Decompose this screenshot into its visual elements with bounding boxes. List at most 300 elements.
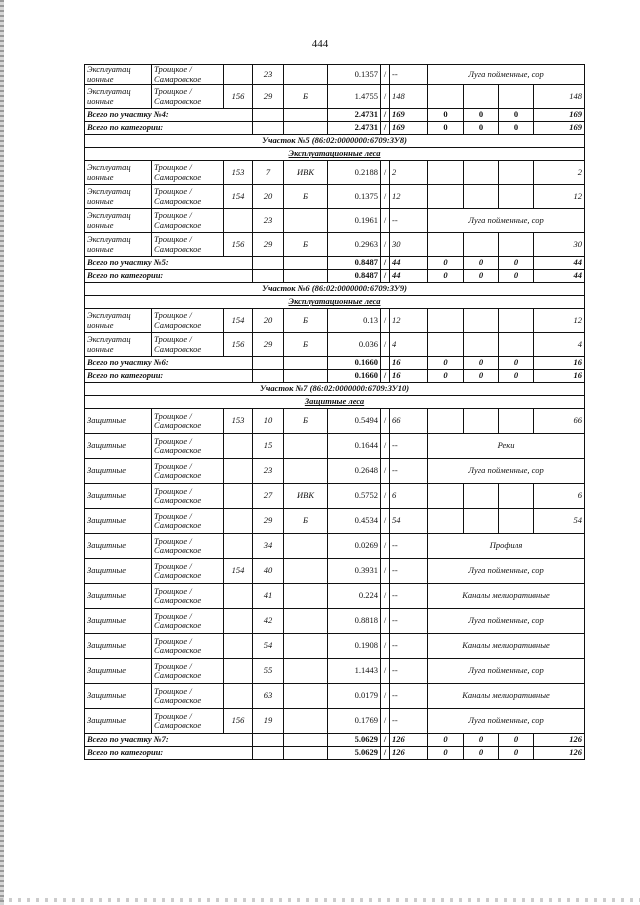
vydel-cell: 42 [253, 609, 284, 634]
total-row [85, 257, 585, 270]
stock-cell: -- [390, 584, 428, 609]
stock-cell: -- [390, 684, 428, 709]
category-cell [284, 584, 328, 609]
total-label: Всего по участку №6: [85, 357, 253, 370]
vydel-cell: 29 [253, 233, 284, 257]
total-cell: 148 [534, 85, 585, 109]
separator-cell: / [381, 161, 390, 185]
area-cell: 0.0269 [328, 534, 381, 559]
vydel-cell: 41 [253, 584, 284, 609]
area-cell: 0.1769 [328, 709, 381, 734]
stock-cell: 4 [390, 333, 428, 357]
stock-cell: 126 [390, 734, 428, 747]
value-cell: 0 [428, 109, 464, 122]
stock-cell: -- [390, 534, 428, 559]
separator-cell: / [381, 122, 390, 135]
kvartal-cell [224, 484, 253, 509]
total-cell: 4 [534, 333, 585, 357]
area-cell: 0.1660 [328, 370, 381, 383]
value-cell: 0 [428, 747, 464, 760]
separator-cell: / [381, 309, 390, 333]
total-row [85, 122, 585, 135]
separator-cell: / [381, 233, 390, 257]
area-cell: 0.1644 [328, 434, 381, 459]
separator-cell: / [381, 709, 390, 734]
empty-cell [253, 747, 284, 760]
value-cell [428, 85, 464, 109]
empty-cell [253, 109, 284, 122]
kvartal-cell: 154 [224, 185, 253, 209]
stock-cell: -- [390, 459, 428, 484]
table-row [85, 209, 585, 233]
value-cell [464, 309, 499, 333]
category-header-row [85, 396, 585, 409]
stock-cell: 44 [390, 270, 428, 283]
purpose-cell: Эксплуатац ионные [85, 309, 152, 333]
forestry-cell: Троицкое / Самаровское [152, 65, 224, 85]
kvartal-cell [224, 65, 253, 85]
area-cell: 0.3931 [328, 559, 381, 584]
table-row [85, 584, 585, 609]
category-cell: Б [284, 85, 328, 109]
total-cell: 30 [534, 233, 585, 257]
category-cell: Б [284, 409, 328, 434]
empty-cell [253, 357, 284, 370]
area-cell: 0.2648 [328, 459, 381, 484]
table-row [85, 559, 585, 584]
empty-cell [253, 270, 284, 283]
forestry-cell: Троицкое / Самаровское [152, 509, 224, 534]
table-row [85, 233, 585, 257]
total-cell: 126 [534, 734, 585, 747]
vydel-cell: 23 [253, 65, 284, 85]
stock-cell: 66 [390, 409, 428, 434]
value-cell [499, 309, 534, 333]
kvartal-cell: 153 [224, 409, 253, 434]
total-row [85, 370, 585, 383]
area-cell: 0.8487 [328, 257, 381, 270]
total-cell: 54 [534, 509, 585, 534]
forestry-cell: Троицкое / Самаровское [152, 85, 224, 109]
category-cell [284, 634, 328, 659]
total-row [85, 270, 585, 283]
purpose-cell: Эксплуатац ионные [85, 161, 152, 185]
note-cell: Луга пойменные, сор [428, 609, 585, 634]
purpose-cell: Эксплуатац ионные [85, 209, 152, 233]
value-cell [428, 233, 464, 257]
value-cell [499, 409, 534, 434]
total-label: Всего по категории: [85, 370, 253, 383]
table-row [85, 309, 585, 333]
note-cell: Луга пойменные, сор [428, 459, 585, 484]
purpose-cell: Эксплуатац ионные [85, 185, 152, 209]
purpose-cell: Защитные [85, 409, 152, 434]
total-cell: 44 [534, 257, 585, 270]
area-cell: 1.4755 [328, 85, 381, 109]
forestry-cell: Троицкое / Самаровское [152, 459, 224, 484]
stock-cell: -- [390, 634, 428, 659]
value-cell [428, 161, 464, 185]
area-cell: 0.5494 [328, 409, 381, 434]
category-cell [284, 709, 328, 734]
table-row [85, 609, 585, 634]
separator-cell: / [381, 333, 390, 357]
value-cell: 0 [499, 270, 534, 283]
category-header-row [85, 148, 585, 161]
purpose-cell: Защитные [85, 584, 152, 609]
kvartal-cell: 156 [224, 709, 253, 734]
vydel-cell: 40 [253, 559, 284, 584]
forestry-cell: Троицкое / Самаровское [152, 609, 224, 634]
stock-cell: 44 [390, 257, 428, 270]
separator-cell: / [381, 185, 390, 209]
category-cell [284, 434, 328, 459]
stock-cell: -- [390, 209, 428, 233]
value-cell [464, 185, 499, 209]
value-cell: 0 [499, 257, 534, 270]
purpose-cell: Защитные [85, 659, 152, 684]
total-row [85, 747, 585, 760]
separator-cell: / [381, 684, 390, 709]
total-cell: 169 [534, 109, 585, 122]
forestry-cell: Троицкое / Самаровское [152, 434, 224, 459]
kvartal-cell [224, 209, 253, 233]
category-cell: ИВК [284, 484, 328, 509]
separator-cell: / [381, 109, 390, 122]
value-cell: 0 [428, 370, 464, 383]
purpose-cell: Эксплуатац ионные [85, 85, 152, 109]
value-cell [499, 185, 534, 209]
separator-cell [381, 357, 390, 370]
purpose-cell: Защитные [85, 509, 152, 534]
separator-cell: / [381, 409, 390, 434]
area-cell: 0.8487 [328, 270, 381, 283]
area-cell: 0.1660 [328, 357, 381, 370]
category-cell: Б [284, 509, 328, 534]
vydel-cell: 55 [253, 659, 284, 684]
section-header-row [85, 383, 585, 396]
vydel-cell: 15 [253, 434, 284, 459]
kvartal-cell: 156 [224, 85, 253, 109]
purpose-cell: Защитные [85, 534, 152, 559]
note-cell: Луга пойменные, сор [428, 209, 585, 233]
purpose-cell: Защитные [85, 634, 152, 659]
empty-cell [284, 734, 328, 747]
area-cell: 5.0629 [328, 747, 381, 760]
forestry-cell: Троицкое / Самаровское [152, 659, 224, 684]
vydel-cell: 29 [253, 509, 284, 534]
section-header-row [85, 283, 585, 296]
page-number: 444 [311, 38, 329, 50]
separator-cell: / [381, 65, 390, 85]
forest-inventory-table [84, 64, 585, 760]
note-cell: Луга пойменные, сор [428, 709, 585, 734]
category-cell [284, 559, 328, 584]
table-row [85, 659, 585, 684]
table-row [85, 333, 585, 357]
vydel-cell: 54 [253, 634, 284, 659]
empty-cell [253, 122, 284, 135]
category-cell: Б [284, 233, 328, 257]
area-cell: 0.2963 [328, 233, 381, 257]
table-row [85, 534, 585, 559]
value-cell: 0 [499, 747, 534, 760]
kvartal-cell [224, 659, 253, 684]
value-cell: 0 [464, 370, 499, 383]
kvartal-cell [224, 584, 253, 609]
note-cell: Каналы мелиоративные [428, 684, 585, 709]
separator-cell: / [381, 209, 390, 233]
value-cell [428, 409, 464, 434]
category-cell: Б [284, 333, 328, 357]
category-header-row [85, 296, 585, 309]
category-cell: ИВК [284, 161, 328, 185]
separator-cell: / [381, 370, 390, 383]
forestry-cell: Троицкое / Самаровское [152, 161, 224, 185]
value-cell [499, 509, 534, 534]
vydel-cell: 29 [253, 333, 284, 357]
area-cell: 2.4731 [328, 109, 381, 122]
table-row [85, 434, 585, 459]
purpose-cell: Эксплуатац ионные [85, 233, 152, 257]
empty-cell [284, 257, 328, 270]
vydel-cell: 7 [253, 161, 284, 185]
total-cell: 66 [534, 409, 585, 434]
note-cell: Каналы мелиоративные [428, 584, 585, 609]
note-cell: Луга пойменные, сор [428, 559, 585, 584]
stock-cell: 30 [390, 233, 428, 257]
purpose-cell: Защитные [85, 459, 152, 484]
category-cell [284, 609, 328, 634]
forestry-cell: Троицкое / Самаровское [152, 409, 224, 434]
separator-cell: / [381, 584, 390, 609]
vydel-cell: 27 [253, 484, 284, 509]
stock-cell: 16 [390, 357, 428, 370]
value-cell [428, 484, 464, 509]
category-cell [284, 684, 328, 709]
area-cell: 0.13 [328, 309, 381, 333]
value-cell [428, 309, 464, 333]
vydel-cell: 23 [253, 459, 284, 484]
value-cell: 0 [464, 747, 499, 760]
value-cell [499, 161, 534, 185]
category-cell [284, 459, 328, 484]
separator-cell: / [381, 509, 390, 534]
stock-cell: -- [390, 659, 428, 684]
value-cell [428, 509, 464, 534]
kvartal-cell [224, 634, 253, 659]
stock-cell: -- [390, 709, 428, 734]
section-title: Участок №5 (86:02:0000000:6709:ЗУ8) [85, 135, 585, 148]
empty-cell [284, 270, 328, 283]
table-row [85, 634, 585, 659]
forestry-cell: Троицкое / Самаровское [152, 309, 224, 333]
value-cell [499, 333, 534, 357]
forestry-cell: Троицкое / Самаровское [152, 233, 224, 257]
value-cell: 0 [499, 370, 534, 383]
area-cell: 0.1357 [328, 65, 381, 85]
empty-cell [253, 257, 284, 270]
stock-cell: 6 [390, 484, 428, 509]
category-cell: Б [284, 309, 328, 333]
vydel-cell: 29 [253, 85, 284, 109]
total-label: Всего по участку №7: [85, 734, 253, 747]
separator-cell: / [381, 484, 390, 509]
area-cell: 0.1908 [328, 634, 381, 659]
area-cell: 0.2188 [328, 161, 381, 185]
forestry-cell: Троицкое / Самаровское [152, 333, 224, 357]
forestry-cell: Троицкое / Самаровское [152, 185, 224, 209]
kvartal-cell [224, 534, 253, 559]
area-cell: 0.4534 [328, 509, 381, 534]
value-cell [499, 484, 534, 509]
table-row [85, 684, 585, 709]
table-row [85, 484, 585, 509]
value-cell [464, 509, 499, 534]
area-cell: 0.0179 [328, 684, 381, 709]
value-cell: 0 [464, 734, 499, 747]
total-cell: 2 [534, 161, 585, 185]
note-cell: Луга пойменные, сор [428, 659, 585, 684]
total-label: Всего по категории: [85, 747, 253, 760]
stock-cell: -- [390, 434, 428, 459]
purpose-cell: Защитные [85, 484, 152, 509]
stock-cell: 54 [390, 509, 428, 534]
value-cell [428, 333, 464, 357]
total-label: Всего по категории: [85, 122, 253, 135]
empty-cell [253, 370, 284, 383]
value-cell: 0 [499, 357, 534, 370]
table-row [85, 161, 585, 185]
total-row [85, 734, 585, 747]
category-cell [284, 534, 328, 559]
category-title: Эксплуатационные леса [85, 148, 585, 161]
area-cell: 0.224 [328, 584, 381, 609]
purpose-cell: Защитные [85, 434, 152, 459]
empty-cell [253, 734, 284, 747]
kvartal-cell [224, 434, 253, 459]
forestry-cell: Троицкое / Самаровское [152, 209, 224, 233]
stock-cell: -- [390, 65, 428, 85]
total-row [85, 357, 585, 370]
value-cell: 0 [428, 357, 464, 370]
separator-cell: / [381, 434, 390, 459]
separator-cell: / [381, 734, 390, 747]
separator-cell: / [381, 534, 390, 559]
kvartal-cell: 154 [224, 559, 253, 584]
purpose-cell: Защитные [85, 684, 152, 709]
vydel-cell: 63 [253, 684, 284, 709]
kvartal-cell: 153 [224, 161, 253, 185]
empty-cell [284, 747, 328, 760]
value-cell: 0 [464, 357, 499, 370]
table-row [85, 65, 585, 85]
table-row [85, 185, 585, 209]
stock-cell: 148 [390, 85, 428, 109]
forestry-cell: Троицкое / Самаровское [152, 684, 224, 709]
vydel-cell: 20 [253, 185, 284, 209]
separator-cell: / [381, 257, 390, 270]
empty-cell [284, 122, 328, 135]
area-cell: 0.1375 [328, 185, 381, 209]
total-cell: 16 [534, 357, 585, 370]
separator-cell: / [381, 634, 390, 659]
value-cell [499, 233, 534, 257]
value-cell [464, 161, 499, 185]
vydel-cell: 23 [253, 209, 284, 233]
category-cell [284, 65, 328, 85]
separator-cell: / [381, 270, 390, 283]
total-row [85, 109, 585, 122]
section-title: Участок №7 (86:02:0000000:6709:ЗУ10) [85, 383, 585, 396]
note-cell: Луга пойменные, сор [428, 65, 585, 85]
total-cell: 6 [534, 484, 585, 509]
category-cell [284, 209, 328, 233]
value-cell: 0 [428, 270, 464, 283]
forestry-cell: Троицкое / Самаровское [152, 634, 224, 659]
separator-cell: / [381, 85, 390, 109]
value-cell [464, 484, 499, 509]
value-cell [499, 85, 534, 109]
area-cell: 1.1443 [328, 659, 381, 684]
note-cell: Реки [428, 434, 585, 459]
category-title: Защитные леса [85, 396, 585, 409]
vydel-cell: 20 [253, 309, 284, 333]
stock-cell: -- [390, 559, 428, 584]
category-cell: Б [284, 185, 328, 209]
stock-cell: 169 [390, 122, 428, 135]
table-row [85, 459, 585, 484]
forestry-cell: Троицкое / Самаровское [152, 584, 224, 609]
value-cell: 0 [464, 257, 499, 270]
total-cell: 169 [534, 122, 585, 135]
vydel-cell: 19 [253, 709, 284, 734]
purpose-cell: Защитные [85, 559, 152, 584]
total-cell: 126 [534, 747, 585, 760]
separator-cell: / [381, 459, 390, 484]
category-title: Эксплуатационные леса [85, 296, 585, 309]
scan-bottom-edge [0, 898, 640, 902]
value-cell: 0 [499, 109, 534, 122]
table-row [85, 409, 585, 434]
area-cell: 2.4731 [328, 122, 381, 135]
stock-cell: -- [390, 609, 428, 634]
total-label: Всего по участку №5: [85, 257, 253, 270]
separator-cell: / [381, 559, 390, 584]
total-label: Всего по участку №4: [85, 109, 253, 122]
purpose-cell: Защитные [85, 709, 152, 734]
stock-cell: 12 [390, 185, 428, 209]
forestry-cell: Троицкое / Самаровское [152, 484, 224, 509]
value-cell: 0 [499, 734, 534, 747]
forestry-cell: Троицкое / Самаровское [152, 709, 224, 734]
table-row [85, 709, 585, 734]
kvartal-cell: 156 [224, 333, 253, 357]
vydel-cell: 34 [253, 534, 284, 559]
stock-cell: 16 [390, 370, 428, 383]
total-cell: 16 [534, 370, 585, 383]
category-cell [284, 659, 328, 684]
value-cell [464, 85, 499, 109]
value-cell: 0 [464, 122, 499, 135]
separator-cell: / [381, 609, 390, 634]
note-cell: Профиля [428, 534, 585, 559]
stock-cell: 12 [390, 309, 428, 333]
area-cell: 0.8818 [328, 609, 381, 634]
scan-binding-edge [0, 0, 4, 905]
value-cell [428, 185, 464, 209]
kvartal-cell [224, 509, 253, 534]
